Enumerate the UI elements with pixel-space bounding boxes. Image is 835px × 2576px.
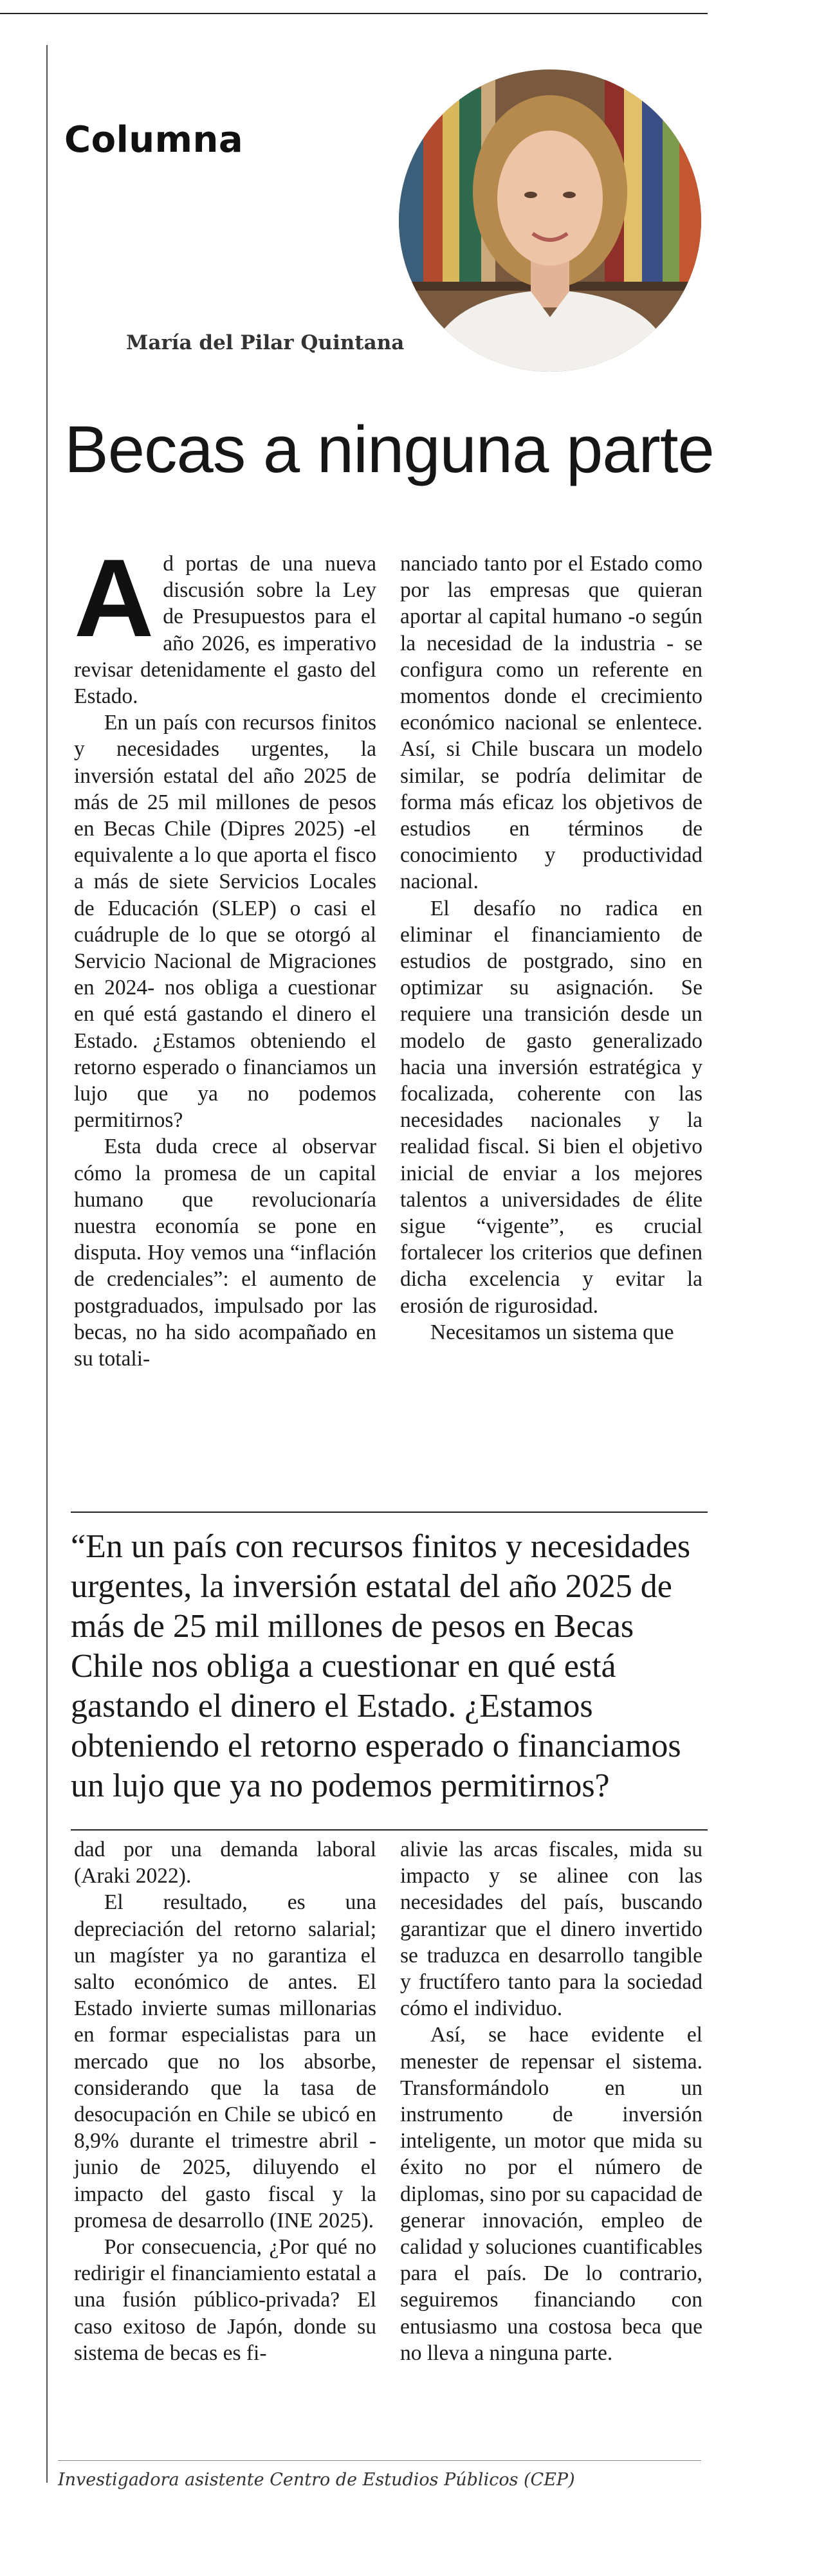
body-column-1 — [74, 536, 376, 1372]
drop-cap: A — [74, 536, 154, 660]
body-paragraph: En un país con recursos finitos y necesidades urgentes, la inversión estatal del año 2025 de más de 25 mil millones de pesos en Becas Chile (Dipres 2025) -el equivalente a lo que aporta el fisco a más de siete Servicios Locales de Educación (SLEP) o casi el cuádruple de lo que se otorgó al Servicio Nacional de Migraciones en 2024- nos obliga a cuestionar en qué está gastando el dinero el Estado. ¿Estamos obteniendo el retorno esperado o financiamos un lujo que ya no podemos permitirnos? — [74, 711, 376, 1133]
column-left-rule — [46, 45, 48, 2483]
author-portrait — [399, 69, 701, 372]
section-label: Columna — [64, 119, 244, 161]
body-paragraph: nanciado tanto por el Estado como por las empresas que quieran aportar al capital humano -o según la necesidad de la industria - se configura como un referente en momentos donde el crecimiento económico nacional se enlentece. Así, si Chile buscara un modelo similar, se podría delimitar de forma más eficaz los objetivos de estudios en términos de conocimiento y productividad nacional. — [400, 552, 702, 894]
body-paragraph: Esta duda crece al observar cómo la promesa de un capital humano que revolucionaría nuestra economía se pone en disputa. Hoy vemos una “inflación de credenciales”: el aumento de postgraduados, impulsado por las becas, no ha sido acompañado en su totali- — [74, 1135, 376, 1371]
body-column-3 — [74, 1836, 376, 2366]
body-paragraph: dad por una demanda laboral (Araki 2022). — [74, 1838, 376, 1888]
body-paragraph: El desafío no radica en eliminar el financiamiento de estudios de postgrado, sino en optimizar su asignación. Se requiere una transición desde un modelo de gasto generalizado hacia una inversión estratégica y focalizada, coherente con las necesidades nacionales y la realidad fiscal. Si bien el objetivo inicial de enviar a los mejores talentos a universidades de élite sigue “vigente”, es crucial fortalecer los criterios que definen dicha excelencia y evitar la erosión de rigurosidad. — [400, 896, 702, 1318]
pull-quote — [71, 1512, 708, 1831]
body-paragraph: alivie las arcas fiscales, mida su impacto y se alinee con las necesidades del país, buscando garantizar que el dinero invertido se traduzca en desarrollo tangible y fructífero tanto para la sociedad cómo el individuo. — [400, 1838, 702, 2021]
author-name: María del Pilar Quintana — [126, 331, 405, 354]
body-paragraph: Necesitamos un sistema que — [430, 1320, 674, 1344]
body-paragraph: Así, se hace evidente el menester de repensar el sistema. Transformándolo en un instrumento de inversión inteligente, un motor que mida su éxito no por el número de diplomas, sino por su capacidad de generar innovación, empleo de calidad y soluciones cuantificables para el país. De lo contrario, seguiremos financiando con entusiasmo una costosa beca que no lleva a ninguna parte. — [400, 2023, 702, 2365]
top-rule — [0, 13, 708, 14]
footer-rule — [58, 2460, 701, 2461]
body-paragraph: Por consecuencia, ¿Por qué no redirigir el financiamiento estatal a una fusión público-privada? El caso exitoso de Japón, donde su sistema de becas es fi- — [74, 2235, 376, 2365]
body-paragraph: El resultado, es una depreciación del retorno salarial; un magíster ya no garantiza el salto económico de antes. El Estado invierte sumas millonarias en formar especialistas para un mercado que no los absorbe, considerando que la tasa de desocupación en Chile se ubicó en 8,9% durante el trimestre abril - junio de 2025, diluyendo el impacto del gasto fiscal y la promesa de desarrollo (INE 2025). — [74, 1890, 376, 2233]
body-paragraph: Ad portas de una nueva discusión sobre la Ley de Presupuestos para el año 2026, es imperativo revisar detenidamente el gasto del Estado. — [74, 536, 376, 709]
pull-quote-text: “En un país con recursos finitos y necesidades urgentes, la inversión estatal del año 2025 de más de 25 mil millones de pesos en Becas Chile nos obliga a cuestionar en qué está gastando el dinero el Estado. ¿Estamos obteniendo el retorno esperado o financiamos un lujo que ya no podemos permitirnos? — [71, 1528, 691, 1804]
article-headline: Becas a ninguna parte — [64, 412, 714, 486]
author-affiliation: Investigadora asistente Centro de Estudios Públicos (CEP) — [58, 2470, 575, 2490]
body-column-2 — [400, 551, 702, 1346]
body-column-4 — [400, 1836, 702, 2366]
